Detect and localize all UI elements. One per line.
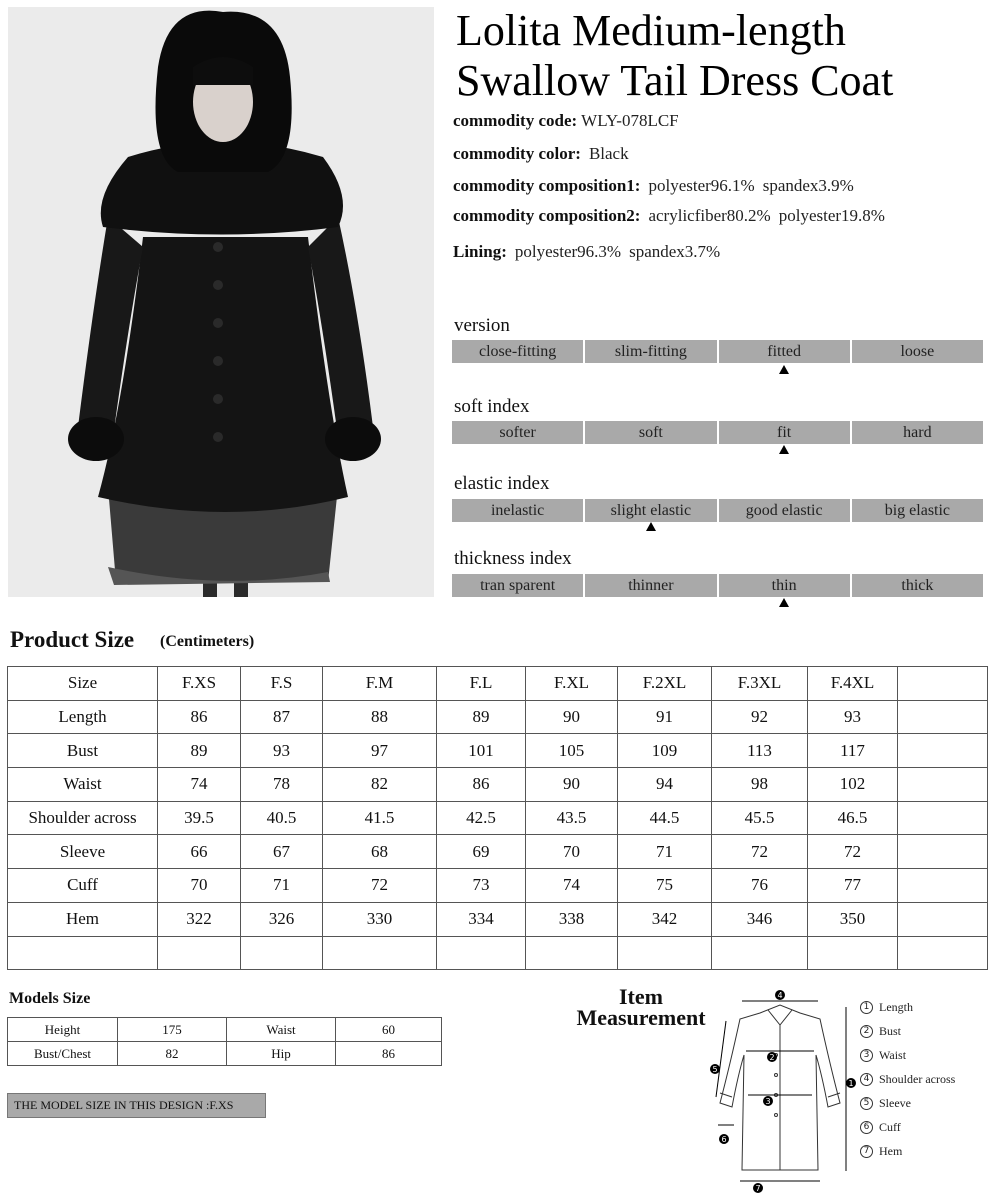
table-header-cell: F.S — [241, 667, 323, 701]
table-cell: 91 — [618, 700, 712, 734]
table-cell: 68 — [323, 835, 437, 869]
soft-option: hard — [852, 421, 983, 444]
legend-number: 4 — [860, 1073, 873, 1086]
model-bust-value: 82 — [118, 1042, 227, 1066]
table-cell: 113 — [712, 734, 808, 768]
row-label-cell: Cuff — [8, 869, 158, 903]
table-cell: 42.5 — [437, 801, 526, 835]
spec-code — [453, 111, 679, 131]
table-cell: 92 — [712, 700, 808, 734]
version-option: close-fitting — [452, 340, 583, 363]
table-cell: 109 — [618, 734, 712, 768]
table-cell — [898, 700, 988, 734]
spec-composition2 — [453, 206, 885, 226]
legend-number: 3 — [860, 1049, 873, 1062]
table-cell — [526, 936, 618, 970]
table-cell: 97 — [323, 734, 437, 768]
svg-text:4: 4 — [777, 991, 783, 1000]
table-header-row — [8, 667, 988, 701]
thickness-option: thick — [852, 574, 983, 597]
table-cell: 89 — [437, 700, 526, 734]
table-cell: 71 — [618, 835, 712, 869]
svg-text:6: 6 — [721, 1135, 727, 1144]
table-cell: 82 — [323, 768, 437, 802]
table-cell: 322 — [158, 902, 241, 936]
table-cell: 77 — [808, 869, 898, 903]
table-row — [8, 768, 988, 802]
table-header-cell: Size — [8, 667, 158, 701]
table-header-cell: F.2XL — [618, 667, 712, 701]
table-row — [227, 1042, 442, 1066]
model-hip-value: 86 — [336, 1042, 442, 1066]
table-cell — [898, 801, 988, 835]
table-cell: 43.5 — [526, 801, 618, 835]
table-cell — [898, 734, 988, 768]
product-title-line2: Swallow Tail Dress Coat — [456, 56, 894, 105]
legend-number: 7 — [860, 1145, 873, 1158]
spec-lining-label: Lining: — [453, 242, 507, 261]
row-label-cell: Length — [8, 700, 158, 734]
spec-lining-a: polyester96.3% — [514, 242, 622, 261]
spec-code-value: WLY-078LCF — [581, 111, 679, 130]
thickness-index-bar — [452, 574, 983, 597]
table-cell: 72 — [323, 869, 437, 903]
spec-color-label: commodity color: — [453, 144, 581, 163]
thickness-index-title: thickness index — [454, 548, 572, 569]
row-label-cell: Hem — [8, 902, 158, 936]
spec-color-value: Black — [588, 144, 629, 163]
row-label-cell: Shoulder across — [8, 801, 158, 835]
spec-lining — [453, 242, 720, 262]
spec-composition2-a: acrylicfiber80.2% — [648, 206, 771, 225]
table-cell: 105 — [526, 734, 618, 768]
table-row — [8, 801, 988, 835]
table-cell: 86 — [158, 700, 241, 734]
legend-label: Waist — [879, 1047, 907, 1062]
table-cell — [323, 936, 437, 970]
table-cell — [437, 936, 526, 970]
table-row — [8, 700, 988, 734]
product-size-table — [7, 666, 988, 970]
legend-label: Bust — [879, 1023, 902, 1038]
table-cell: 90 — [526, 700, 618, 734]
table-cell: 326 — [241, 902, 323, 936]
table-cell: 74 — [526, 869, 618, 903]
table-cell — [898, 768, 988, 802]
table-header-cell: F.L — [437, 667, 526, 701]
legend-number: 1 — [860, 1001, 873, 1014]
table-cell: 330 — [323, 902, 437, 936]
product-size-table-body — [8, 667, 988, 970]
table-cell: 76 — [712, 869, 808, 903]
models-size-table-right — [226, 1017, 442, 1066]
table-cell: 346 — [712, 902, 808, 936]
soft-index-bar — [452, 421, 983, 444]
product-photo — [8, 7, 434, 597]
elastic-option: big elastic — [852, 499, 983, 522]
spec-lining-b: spandex3.7% — [629, 242, 721, 261]
table-header-cell: F.XS — [158, 667, 241, 701]
legend-item — [860, 1067, 995, 1091]
row-label-cell: Bust — [8, 734, 158, 768]
table-cell — [712, 936, 808, 970]
table-row — [8, 1042, 227, 1066]
table-cell — [898, 869, 988, 903]
table-row — [8, 902, 988, 936]
table-cell — [808, 936, 898, 970]
table-row — [227, 1018, 442, 1042]
table-cell — [158, 936, 241, 970]
product-title — [456, 6, 996, 106]
table-cell — [898, 902, 988, 936]
table-cell: 342 — [618, 902, 712, 936]
legend-item — [860, 1043, 995, 1067]
soft-option: soft — [585, 421, 716, 444]
table-cell: 45.5 — [712, 801, 808, 835]
version-selected-marker — [779, 365, 789, 374]
table-cell — [898, 835, 988, 869]
legend-number: 6 — [860, 1121, 873, 1134]
table-cell: 98 — [712, 768, 808, 802]
legend-label: Hem — [879, 1143, 903, 1158]
table-cell — [241, 936, 323, 970]
table-cell: 39.5 — [158, 801, 241, 835]
svg-text:7: 7 — [755, 1184, 761, 1193]
model-bust-label: Bust/Chest — [8, 1042, 118, 1066]
table-cell: 334 — [437, 902, 526, 936]
svg-text:1: 1 — [848, 1079, 854, 1088]
coat-measurement-diagram — [700, 985, 860, 1195]
table-cell: 117 — [808, 734, 898, 768]
table-cell: 101 — [437, 734, 526, 768]
legend-item — [860, 1019, 995, 1043]
spec-composition2-label: commodity composition2: — [453, 206, 641, 225]
spec-color — [453, 144, 629, 164]
table-row — [8, 1018, 227, 1042]
table-cell: 72 — [712, 835, 808, 869]
version-option: fitted — [719, 340, 850, 363]
legend-number: 5 — [860, 1097, 873, 1110]
version-index-title: version — [454, 315, 510, 336]
thickness-option: thinner — [585, 574, 716, 597]
thickness-option: tran sparent — [452, 574, 583, 597]
spec-composition1-b: spandex3.9% — [762, 176, 854, 195]
table-cell — [618, 936, 712, 970]
table-header-cell: F.M — [323, 667, 437, 701]
item-measurement-title — [562, 986, 720, 1028]
soft-selected-marker — [779, 445, 789, 454]
table-cell: 350 — [808, 902, 898, 936]
version-option: loose — [852, 340, 983, 363]
soft-option: softer — [452, 421, 583, 444]
legend-label: Sleeve — [879, 1095, 911, 1110]
legend-item — [860, 1115, 995, 1139]
spec-composition1 — [453, 176, 854, 196]
thickness-option: thin — [719, 574, 850, 597]
legend-item — [860, 1091, 995, 1115]
model-hip-label: Hip — [227, 1042, 336, 1066]
row-label-cell: Sleeve — [8, 835, 158, 869]
version-option: slim-fitting — [585, 340, 716, 363]
model-waist-label: Waist — [227, 1018, 336, 1042]
table-header-cell: F.3XL — [712, 667, 808, 701]
table-row — [8, 734, 988, 768]
spec-composition1-label: commodity composition1: — [453, 176, 641, 195]
table-cell: 40.5 — [241, 801, 323, 835]
product-size-title: Product Size — [10, 627, 135, 652]
table-cell: 75 — [618, 869, 712, 903]
elastic-option: slight elastic — [585, 499, 716, 522]
product-size-unit: (Centimeters) — [160, 633, 255, 650]
elastic-index-title: elastic index — [454, 473, 550, 494]
table-cell: 78 — [241, 768, 323, 802]
table-cell: 69 — [437, 835, 526, 869]
thickness-selected-marker — [779, 598, 789, 607]
table-row — [8, 835, 988, 869]
legend-label: Length — [879, 999, 913, 1014]
soft-index-title: soft index — [454, 396, 530, 417]
table-cell: 70 — [158, 869, 241, 903]
soft-option: fit — [719, 421, 850, 444]
model-height-value: 175 — [118, 1018, 227, 1042]
table-header-cell — [898, 667, 988, 701]
table-cell: 88 — [323, 700, 437, 734]
table-cell: 93 — [808, 700, 898, 734]
svg-text:2: 2 — [769, 1053, 775, 1062]
spec-code-label: commodity code: — [453, 111, 578, 130]
table-cell: 74 — [158, 768, 241, 802]
models-size-title: Models Size — [9, 990, 91, 1007]
version-index-bar — [452, 340, 983, 363]
table-cell: 338 — [526, 902, 618, 936]
measurement-legend — [860, 995, 995, 1163]
model-in-coat-image — [8, 7, 434, 597]
table-cell — [898, 936, 988, 970]
legend-item — [860, 1139, 995, 1163]
table-cell: 66 — [158, 835, 241, 869]
table-header-cell: F.XL — [526, 667, 618, 701]
table-cell: 93 — [241, 734, 323, 768]
table-cell: 72 — [808, 835, 898, 869]
table-cell: 71 — [241, 869, 323, 903]
svg-text:5: 5 — [712, 1065, 718, 1074]
legend-number: 2 — [860, 1025, 873, 1038]
row-label-cell: Waist — [8, 768, 158, 802]
spec-composition1-a: polyester96.1% — [648, 176, 755, 195]
models-size-table-left — [7, 1017, 227, 1066]
elastic-option: inelastic — [452, 499, 583, 522]
table-cell: 89 — [158, 734, 241, 768]
table-cell: 90 — [526, 768, 618, 802]
table-row — [8, 869, 988, 903]
product-title-line1: Lolita Medium-length — [456, 6, 846, 55]
table-cell: 44.5 — [618, 801, 712, 835]
table-cell: 41.5 — [323, 801, 437, 835]
elastic-index-bar — [452, 499, 983, 522]
item-measurement-title-line1: Item — [619, 984, 663, 1009]
table-cell: 67 — [241, 835, 323, 869]
table-cell: 86 — [437, 768, 526, 802]
model-waist-value: 60 — [336, 1018, 442, 1042]
row-label-cell — [8, 936, 158, 970]
elastic-option: good elastic — [719, 499, 850, 522]
model-height-label: Height — [8, 1018, 118, 1042]
elastic-selected-marker — [646, 522, 656, 531]
table-cell: 70 — [526, 835, 618, 869]
table-cell: 102 — [808, 768, 898, 802]
item-measurement-title-line2: Measurement — [576, 1005, 706, 1030]
legend-label: Cuff — [879, 1119, 901, 1134]
legend-label: Shoulder across — [879, 1071, 956, 1086]
table-row — [8, 936, 988, 970]
table-cell: 46.5 — [808, 801, 898, 835]
table-header-cell: F.4XL — [808, 667, 898, 701]
table-cell: 94 — [618, 768, 712, 802]
table-cell: 73 — [437, 869, 526, 903]
legend-item — [860, 995, 995, 1019]
svg-text:3: 3 — [765, 1097, 771, 1106]
table-cell: 87 — [241, 700, 323, 734]
model-size-note: THE MODEL SIZE IN THIS DESIGN :F.XS — [7, 1093, 266, 1118]
spec-composition2-b: polyester19.8% — [778, 206, 885, 225]
